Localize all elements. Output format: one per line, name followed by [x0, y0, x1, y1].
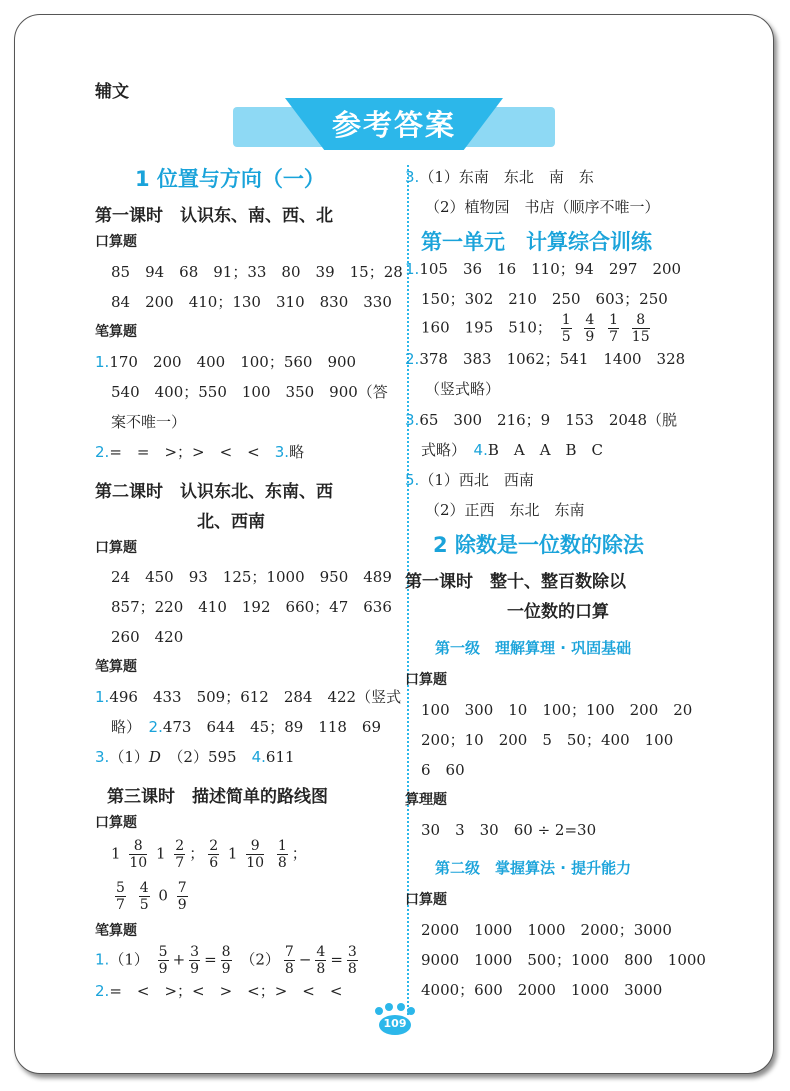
- answer-line: 540 400；550 100 350 900（答: [111, 383, 388, 401]
- answer-line: 9000 1000 500；1000 800 1000: [421, 951, 706, 969]
- fraction: $\frac{8}{15}$: [631, 312, 650, 345]
- lesson-title: 第一课时 整十、整百数除以: [405, 572, 626, 592]
- section-title: 2 除数是一位数的除法: [433, 533, 644, 557]
- fraction-line: 1 $\frac{8}{10}$ 1 $\frac{2}{7}$ ； $\frac{2}{6}$ 1 $\frac{9}{10}$ $\frac{1}{8}$ ；: [111, 838, 307, 871]
- answer-line: 略） 2.473 644 45；89 118 69: [111, 718, 381, 736]
- answer-page: [14, 14, 774, 1074]
- answer-line: 3.65 300 216；9 153 2048（脱: [405, 411, 678, 429]
- fraction: $\frac{4}{5}$: [139, 880, 149, 913]
- answer-line: 3.（1）D （2）595 4.611: [95, 748, 295, 766]
- answer-line: 84 200 410；130 310 830 330: [111, 293, 392, 311]
- lesson-title: 一位数的口算: [507, 602, 609, 622]
- fraction: $\frac{4}{9}$: [585, 312, 595, 345]
- paw-toe-icon: [407, 1007, 415, 1015]
- answer-line: 式略） 4.B A A B C: [421, 441, 604, 459]
- publisher-label: 辅文: [95, 82, 129, 102]
- answer-line: 857；220 410 192 660；47 636: [111, 598, 392, 616]
- lesson-title: 第二课时 认识东北、东南、西: [95, 482, 333, 502]
- answer-line: 1.496 433 509；612 284 422（竖式: [95, 688, 402, 706]
- answer-line: 1.170 200 400 100；560 900: [95, 353, 357, 371]
- fraction-line: 1.（1） $\frac{5}{9}$ + $\frac{3}{9}$ = $\frac{8}{9}$ （2） $\frac{7}{8}$ − $\frac{4}{8}$ = $\frac{3}{8}$: [95, 944, 357, 977]
- fraction: $\frac{5}{7}$: [116, 880, 125, 913]
- answer-line: 案不唯一）: [111, 413, 187, 431]
- level-title: 第一级 理解算理 · 巩固基础: [435, 639, 632, 657]
- fraction: $\frac{1}{7}$: [609, 312, 619, 345]
- label-oral: 口算题: [95, 234, 137, 250]
- answer-line: （竖式略）: [425, 380, 501, 398]
- title-banner: [233, 93, 555, 155]
- fraction: $\frac{5}{9}$: [158, 944, 168, 977]
- paw-toe-icon: [385, 1003, 393, 1011]
- page-number-badge: [373, 1005, 417, 1035]
- label-oral: 口算题: [95, 815, 137, 831]
- answer-line: 260 420: [111, 628, 184, 646]
- answer-line: 1.105 36 16 110；94 297 200: [405, 260, 682, 278]
- lesson-title: 第三课时 描述简单的路线图: [107, 787, 328, 807]
- level-title: 第二级 掌握算法 · 提升能力: [435, 859, 632, 877]
- fraction: $\frac{7}{8}$: [284, 944, 294, 977]
- fraction: $\frac{8}{10}$: [129, 838, 148, 871]
- label-written: 笔算题: [95, 923, 137, 939]
- answer-line: 6 60: [421, 761, 465, 779]
- answer-line: 4000；600 2000 1000 3000: [421, 981, 663, 999]
- page-number: 109: [383, 1017, 407, 1030]
- banner-title: 参考答案: [331, 108, 456, 142]
- answer-line: 24 450 93 125；1000 950 489: [111, 568, 392, 586]
- answer-line: （2）植物园 书店（顺序不唯一）: [425, 198, 660, 216]
- label-written: 笔算题: [95, 659, 137, 675]
- fraction: $\frac{3}{8}$: [347, 944, 357, 977]
- fraction: $\frac{9}{10}$: [246, 838, 265, 871]
- answer-line: 5.（1）西北 西南: [405, 471, 534, 489]
- label-oral: 口算题: [95, 540, 137, 556]
- label-reasoning: 算理题: [405, 792, 447, 808]
- answer-line: 2.378 383 1062；541 1400 328: [405, 350, 686, 368]
- label-oral: 口算题: [405, 672, 447, 688]
- fraction: $\frac{2}{6}$: [209, 838, 219, 871]
- fraction-line: 160 195 510； $\frac{1}{5}$ $\frac{4}{9}$ $\frac{1}{7}$ $\frac{8}{15}$: [421, 312, 650, 345]
- fraction: $\frac{3}{9}$: [190, 944, 200, 977]
- lesson-title: 北、西南: [197, 512, 265, 532]
- lesson-title: 第一课时 认识东、南、西、北: [95, 206, 333, 226]
- label-oral: 口算题: [405, 892, 447, 908]
- answer-line: 30 3 30 60 ÷ 2=30: [421, 821, 597, 839]
- section-title: 1 位置与方向（一）: [135, 167, 325, 191]
- answer-line: 3.（1）东南 东北 南 东: [405, 168, 594, 186]
- answer-line: 150；302 210 250 603；250: [421, 290, 668, 308]
- fraction: $\frac{1}{8}$: [277, 838, 287, 871]
- fraction: $\frac{1}{5}$: [561, 312, 571, 345]
- fraction: $\frac{7}{9}$: [177, 880, 187, 913]
- answer-line: 200；10 200 5 50；400 100: [421, 731, 674, 749]
- answer-line: 2.= = >；> < < 3.略: [95, 443, 305, 461]
- answer-line: 100 300 10 100；100 200 20: [421, 701, 693, 719]
- paw-toe-icon: [375, 1007, 383, 1015]
- answer-line: 2.= < >；< > <；> < <: [95, 982, 343, 1000]
- fraction-line: $\frac{5}{7}$ $\frac{4}{5}$ 0 $\frac{7}{9}$: [116, 880, 187, 913]
- answer-line: （2）正西 东北 东南: [425, 501, 585, 519]
- label-written: 笔算题: [95, 324, 137, 340]
- paw-toe-icon: [397, 1003, 405, 1011]
- fraction: $\frac{2}{7}$: [175, 838, 185, 871]
- answer-line: 2000 1000 1000 2000；3000: [421, 921, 672, 939]
- unit-title: 第一单元 计算综合训练: [421, 230, 652, 254]
- fraction: $\frac{8}{9}$: [221, 944, 231, 977]
- answer-line: 85 94 68 91；33 80 39 15；28: [111, 263, 403, 281]
- fraction: $\frac{4}{8}$: [316, 944, 326, 977]
